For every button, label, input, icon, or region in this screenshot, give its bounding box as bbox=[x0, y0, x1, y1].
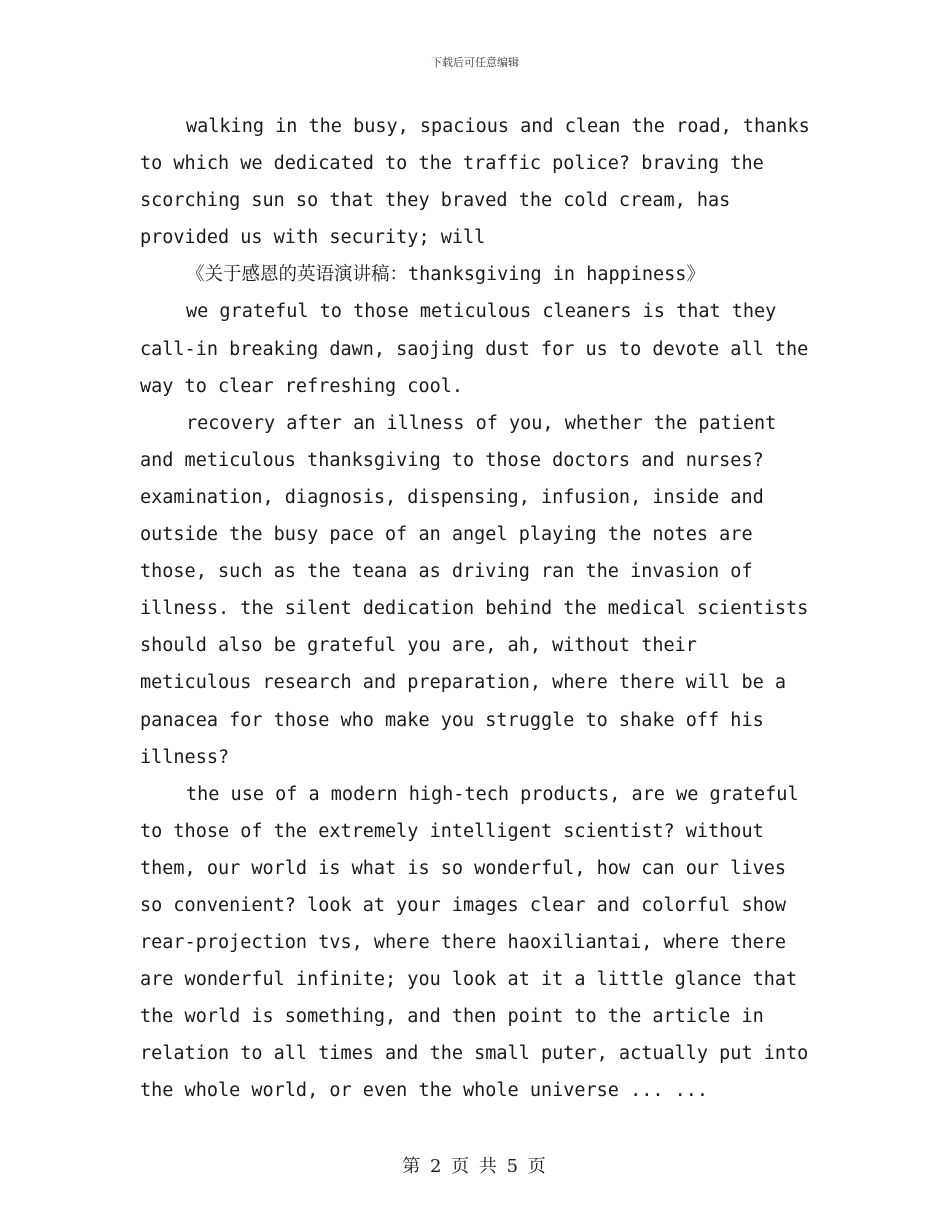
page-number-footer: 第 2 页 共 5 页 bbox=[402, 1156, 548, 1177]
document-body bbox=[140, 108, 810, 1110]
header-note: 下载后可任意编辑 bbox=[431, 56, 519, 69]
paragraph-scientists: the use of a modern high-tech products, are we grateful to those of the extremely intelligent scientist? without them, our world is what is so wonderful, how can our lives so convenient? look at your images clear and colorful show rear-projection tvs, where there haoxiliantai, where there are wonderful infinite; you look at it a little glance that the world is something, and then point to the article in relation to all times and the small puter, actually put into the whole world, or even the whole universe ... ... bbox=[140, 783, 809, 1102]
paragraph-traffic-police: walking in the busy, spacious and clean the road, thanks to which we dedicated to the traffic police? braving the scorching sun so that they braved the cold cream, has provided us with security; will bbox=[140, 116, 810, 249]
paragraph-cleaners: we grateful to those meticulous cleaners is that they call-in breaking dawn, saojing dust for us to devote all the way to clear refreshing cool. bbox=[140, 301, 809, 397]
section-title: 《关于感恩的英语演讲稿：thanksgiving in happiness》 bbox=[186, 264, 705, 286]
paragraph-doctors-nurses: recovery after an illness of you, whether the patient and meticulous thanksgiving to those doctors and nurses? examination, diagnosis, dispensing, infusion, inside and outside the busy pace of an angel playing the notes are those, such as the teana as driving ran the invasion of illness. the silent dedication behind the medical scientists should also be grateful you are, ah, without their meticulous research and preparation, where there will be a panacea for those who make you struggle to shake off his illness? bbox=[140, 412, 809, 768]
